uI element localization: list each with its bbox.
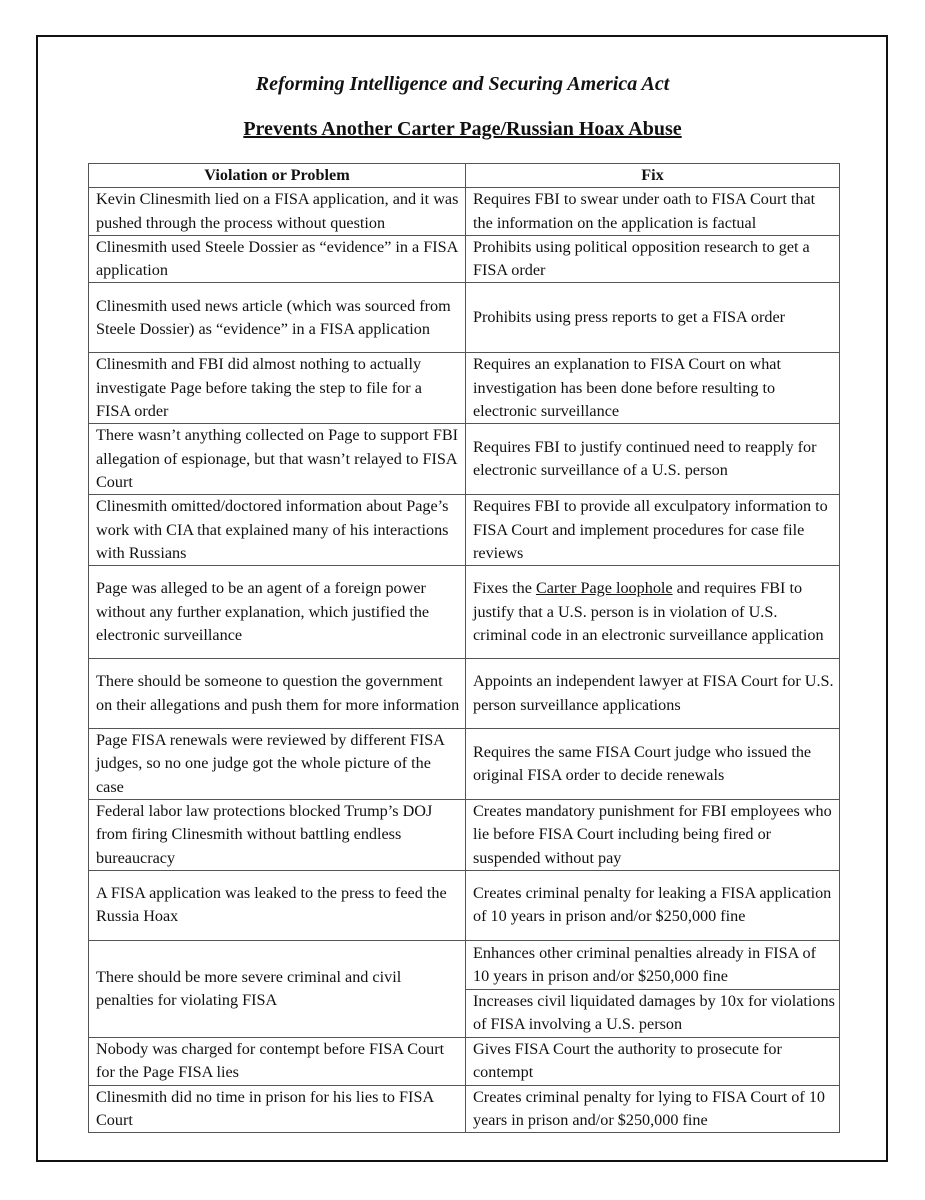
- fix-cell: Increases civil liquidated damages by 10x for violations of FISA involving a U.S. person: [466, 989, 840, 1037]
- problem-cell: Clinesmith omitted/doctored information about Page’s work with CIA that explained many of his interactions with Russians: [89, 495, 466, 566]
- problem-cell: Clinesmith used news article (which was sourced from Steele Dossier) as “evidence” in a FISA application: [89, 283, 466, 353]
- problem-cell: Page was alleged to be an agent of a foreign power without any further explanation, which justified the electronic surveillance: [89, 566, 466, 659]
- document-title: Reforming Intelligence and Securing America Act: [255, 73, 670, 95]
- table-row: [89, 729, 840, 800]
- problem-cell: There should be someone to question the government on their allegations and push them for more information: [89, 659, 466, 729]
- table-row: [89, 188, 840, 236]
- problem-cell: Federal labor law protections blocked Trump’s DOJ from firing Clinesmith without battling endless bureaucracy: [89, 800, 466, 871]
- table-row: [89, 283, 840, 353]
- table-row: [89, 495, 840, 566]
- fix-cell: Gives FISA Court the authority to prosecute for contempt: [466, 1037, 840, 1085]
- document-subtitle: Prevents Another Carter Page/Russian Hoax Abuse: [243, 118, 682, 140]
- table-row: [89, 353, 840, 424]
- fix-cell: Requires FBI to justify continued need to reapply for electronic surveillance of a U.S. person: [466, 424, 840, 495]
- table-row: [89, 800, 840, 871]
- problem-cell: Page FISA renewals were reviewed by different FISA judges, so no one judge got the whole picture of the case: [89, 729, 466, 800]
- fix-cell: [466, 566, 840, 659]
- problem-cell: Clinesmith used Steele Dossier as “evidence” in a FISA application: [89, 235, 466, 283]
- fix-cell: Requires an explanation to FISA Court on what investigation has been done before resulting to electronic surveillance: [466, 353, 840, 424]
- header-fix: Fix: [466, 164, 840, 188]
- fix-cell: Requires the same FISA Court judge who issued the original FISA order to decide renewals: [466, 729, 840, 800]
- fix-cell: Creates criminal penalty for leaking a FISA application of 10 years in prison and/or $250,000 fine: [466, 870, 840, 940]
- table-row: [89, 566, 840, 659]
- carter-page-loophole-link[interactable]: Carter Page loophole: [535, 579, 673, 598]
- table-row: [89, 940, 840, 989]
- table-header-row: [89, 164, 840, 188]
- table-row: [89, 870, 840, 940]
- fix-cell: Prohibits using political opposition research to get a FISA order: [466, 235, 840, 283]
- problem-cell: A FISA application was leaked to the press to feed the Russia Hoax: [89, 870, 466, 940]
- problem-cell: Kevin Clinesmith lied on a FISA application, and it was pushed through the process without question: [89, 188, 466, 236]
- fix-cell: Requires FBI to swear under oath to FISA Court that the information on the application is factual: [466, 188, 840, 236]
- table-row: [89, 1085, 840, 1133]
- problem-cell: Clinesmith did no time in prison for his lies to FISA Court: [89, 1085, 466, 1133]
- problem-cell: There should be more severe criminal and civil penalties for violating FISA: [89, 940, 466, 1037]
- table-row: [89, 659, 840, 729]
- violations-table: [88, 163, 840, 1133]
- problem-cell: Clinesmith and FBI did almost nothing to actually investigate Page before taking the step to file for a FISA order: [89, 353, 466, 424]
- fix-cell: Appoints an independent lawyer at FISA Court for U.S. person surveillance applications: [466, 659, 840, 729]
- fix-cell: Prohibits using press reports to get a FISA order: [466, 283, 840, 353]
- fix-cell: Requires FBI to provide all exculpatory information to FISA Court and implement procedures for case file reviews: [466, 495, 840, 566]
- table-row: [89, 235, 840, 283]
- fix-cell: Creates criminal penalty for lying to FISA Court of 10 years in prison and/or $250,000 fine: [466, 1085, 840, 1133]
- table-row: [89, 424, 840, 495]
- fix-text-pre: Fixes the: [473, 579, 536, 598]
- table-row: [89, 1037, 840, 1085]
- problem-cell: Nobody was charged for contempt before FISA Court for the Page FISA lies: [89, 1037, 466, 1085]
- fix-text-post: and requires FBI to justify that a U.S. person is in violation of U.S. criminal code in an electronic surveillance application: [473, 579, 824, 644]
- fix-cell: Enhances other criminal penalties already in FISA of 10 years in prison and/or $250,000 fine: [466, 940, 840, 989]
- problem-cell: There wasn’t anything collected on Page to support FBI allegation of espionage, but that wasn’t relayed to FISA Court: [89, 424, 466, 495]
- fix-cell: Creates mandatory punishment for FBI employees who lie before FISA Court including being fired or suspended without pay: [466, 800, 840, 871]
- header-violation: Violation or Problem: [89, 164, 466, 188]
